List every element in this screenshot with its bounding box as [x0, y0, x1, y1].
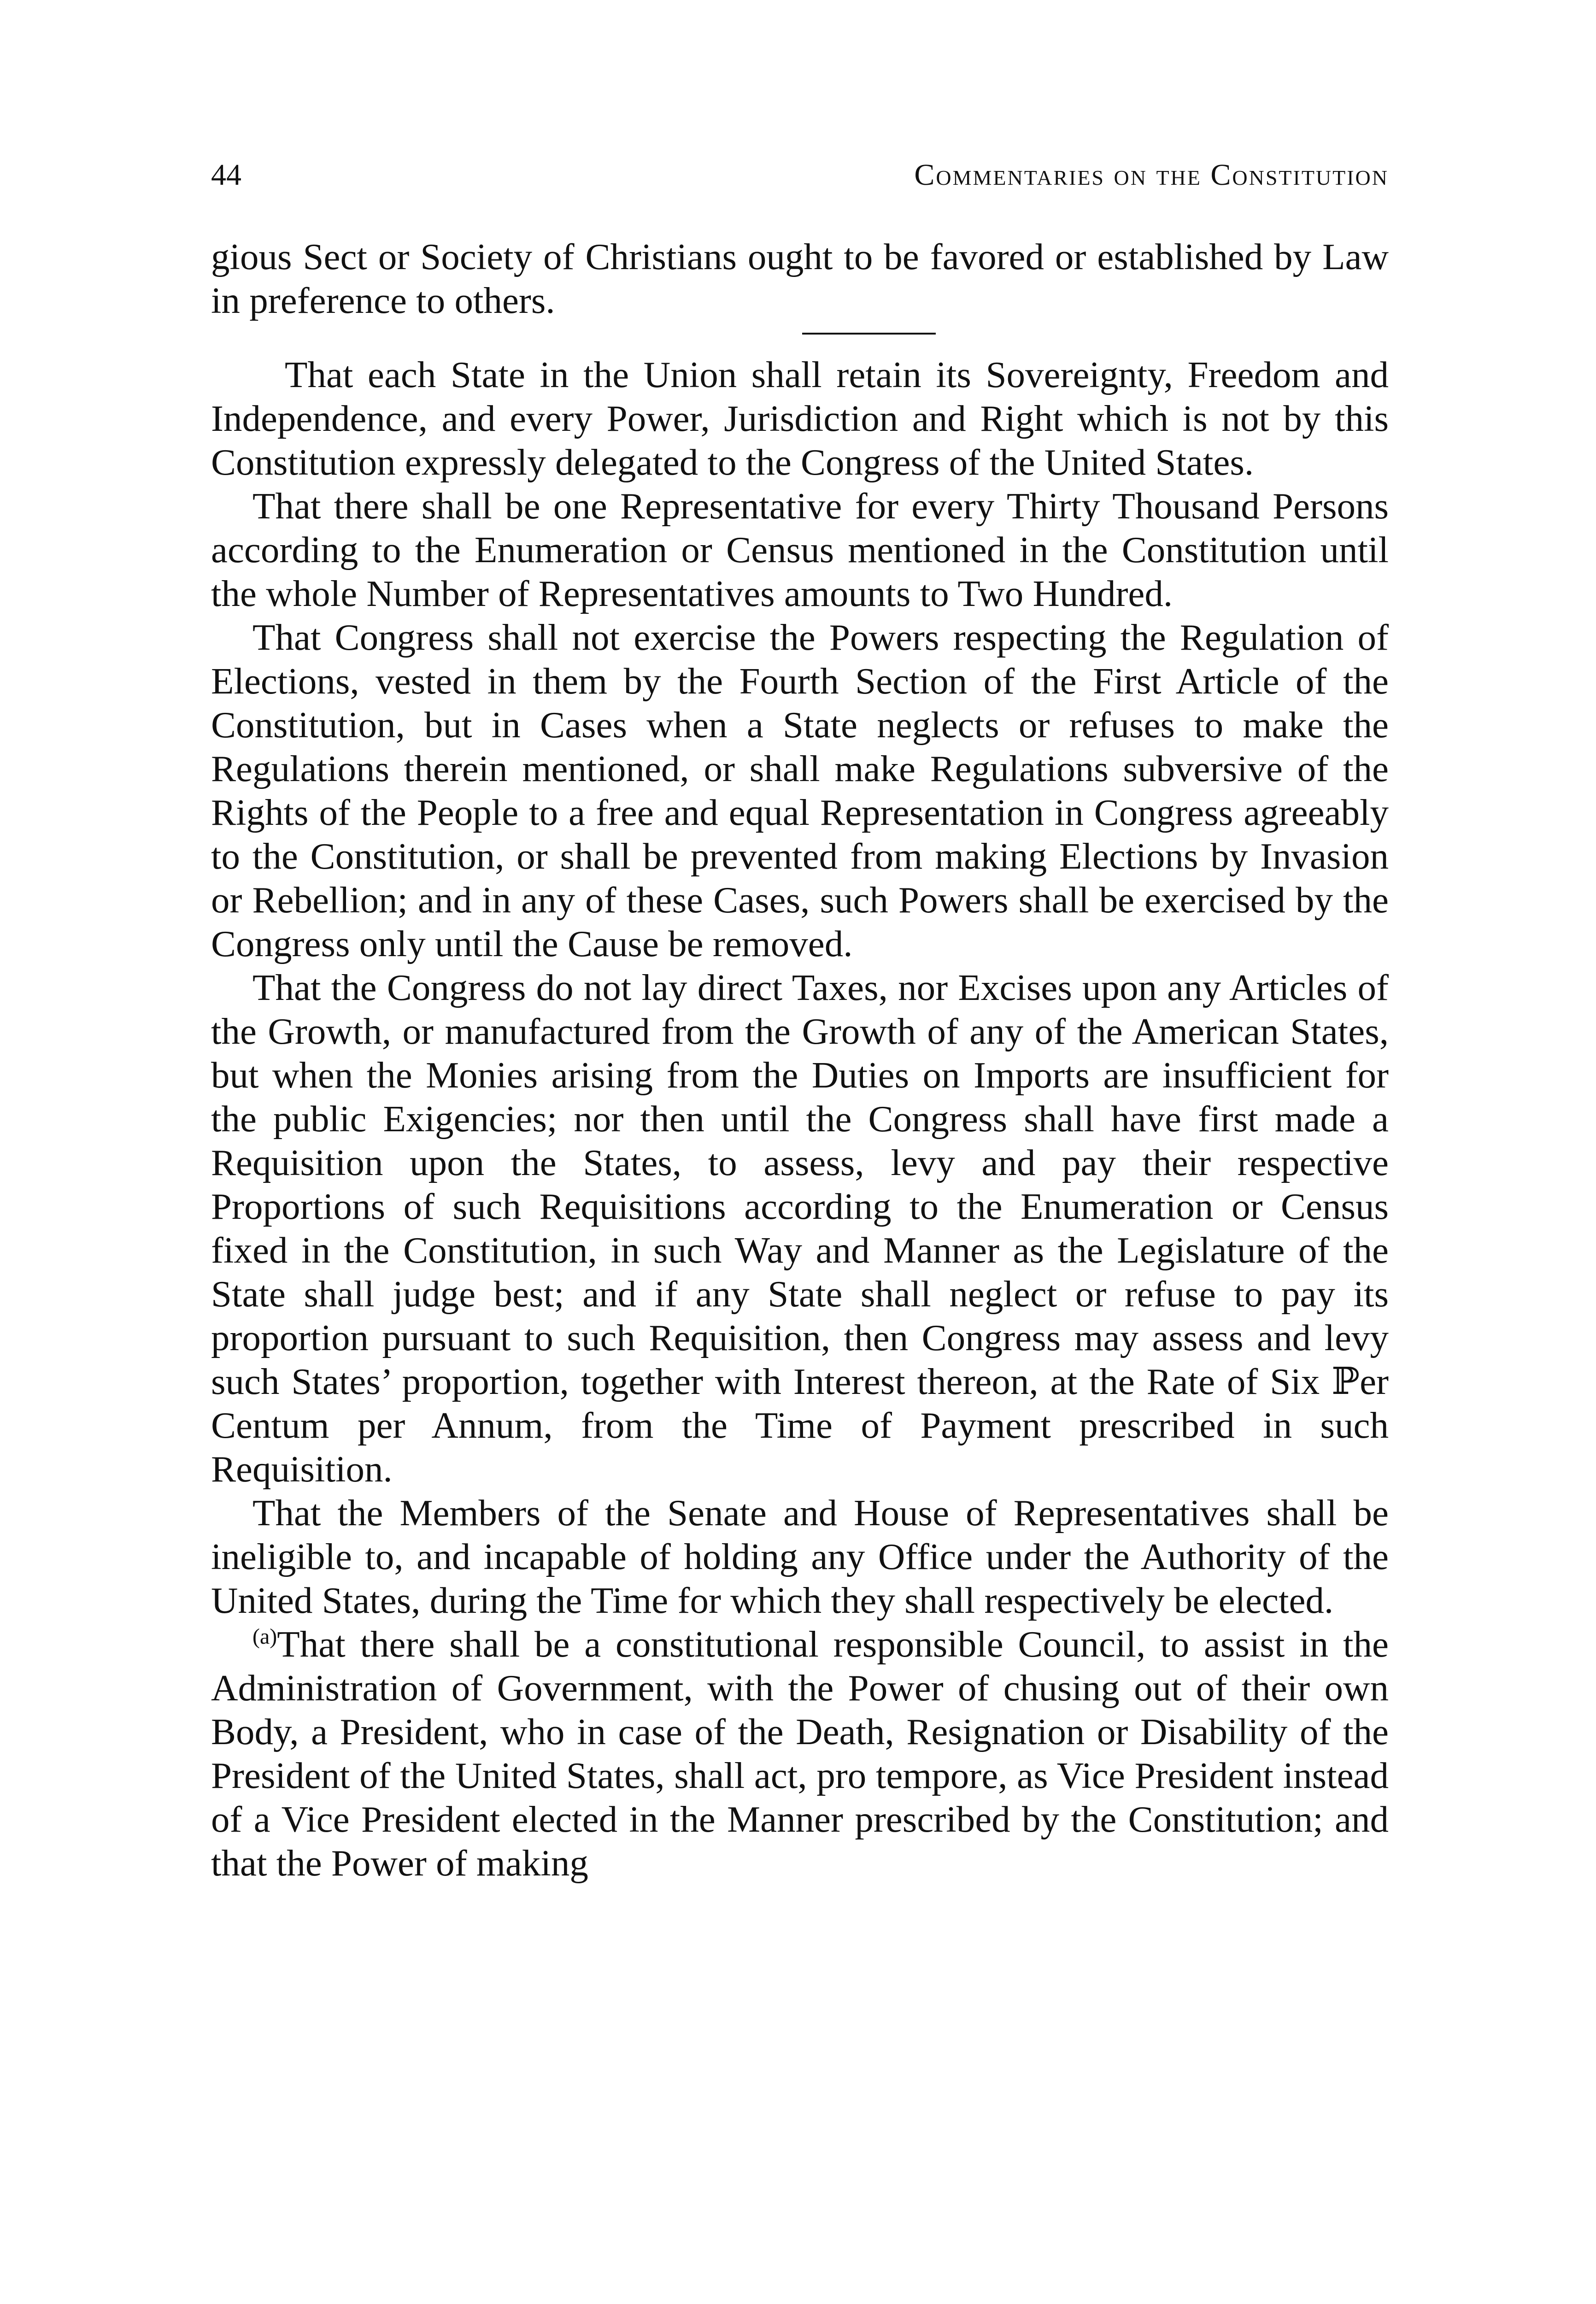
- document-page: [211, 147, 1389, 1885]
- paragraph-elections: That Congress shall not exercise the Powers respecting the Regulation of Elections, vested in them by the Fourth Section of the First Article of the Constitution, but in Cases when a State neglects or refuses to make the Regulations therein mentioned, or shall make Regulations subversive of the Rights of the People to a free and equal Representation in Congress agreeably to the Constitution, or shall be prevented from making Elections by Invasion or Rebellion; and in any of these Cases, such Powers shall be exercised by the Congress only until the Cause be removed.: [211, 617, 1389, 964]
- paragraph-representation: That there shall be one Representative for every Thirty Thousand Persons according to the Enumeration or Census mentioned in the Constitution until the whole Number of Representatives amounts to Two Hundred.: [211, 485, 1389, 614]
- paragraph-council: [211, 1622, 1389, 1885]
- continuation-paragraph: gious Sect or Society of Christians ought to be favored or established by Law in preference to others.: [211, 236, 1389, 321]
- paragraph-taxes: That the Congress do not lay direct Taxes, nor Excises upon any Articles of the Growth, or manufactured from the Growth of any of the American States, but when the Monies arising from the Duties on Imports are insufficient for the public Exigencies; nor then until the Congress shall have first made a Requisition upon the States, to assess, levy and pay their respective Proportions of such Requisitions according to the Enumeration or Census fixed in the Constitution, in such Way and Manner as the Legislature of the State shall judge best; and if any State shall neglect or refuse to pay its proportion pursuant to such Requisition, then Congress may assess and levy such States’ proportion, together with Interest thereon, at the Rate of Six ℙer Centum per Annum, from the Time of Payment prescribed in such Requisition.: [211, 967, 1389, 1490]
- paragraph-sovereignty: That each State in the Union shall retain its Sovereignty, Freedom and Independence, and every Power, Jurisdiction and Right which is not by this Constitution expressly delegated to the Congress of the United States.: [211, 354, 1389, 483]
- paragraph-office-holding: That the Members of the Senate and House of Representatives shall be ineligible to, and incapable of holding any Office under the Authority of the United States, during the Time for which they shall respectively be elected.: [211, 1492, 1389, 1621]
- running-head: [211, 147, 1389, 203]
- running-title: Commentaries on the Constitution: [914, 158, 1389, 192]
- section-rule: [802, 333, 936, 335]
- body-text: [211, 235, 1389, 1885]
- paragraph-council-text: That there shall be a constitutional responsible Council, to assist in the Administration of Government, with the Power of chusing out of their own Body, a President, who in case of the Death, Resignation or Disability of the President of the United States, shall act, pro tempore, as Vice President instead of a Vice President elected in the Manner prescribed by the Constitution; and that the Power of making: [211, 1623, 1389, 1884]
- page-number: 44: [211, 158, 241, 192]
- note-mark: (a): [252, 1624, 277, 1649]
